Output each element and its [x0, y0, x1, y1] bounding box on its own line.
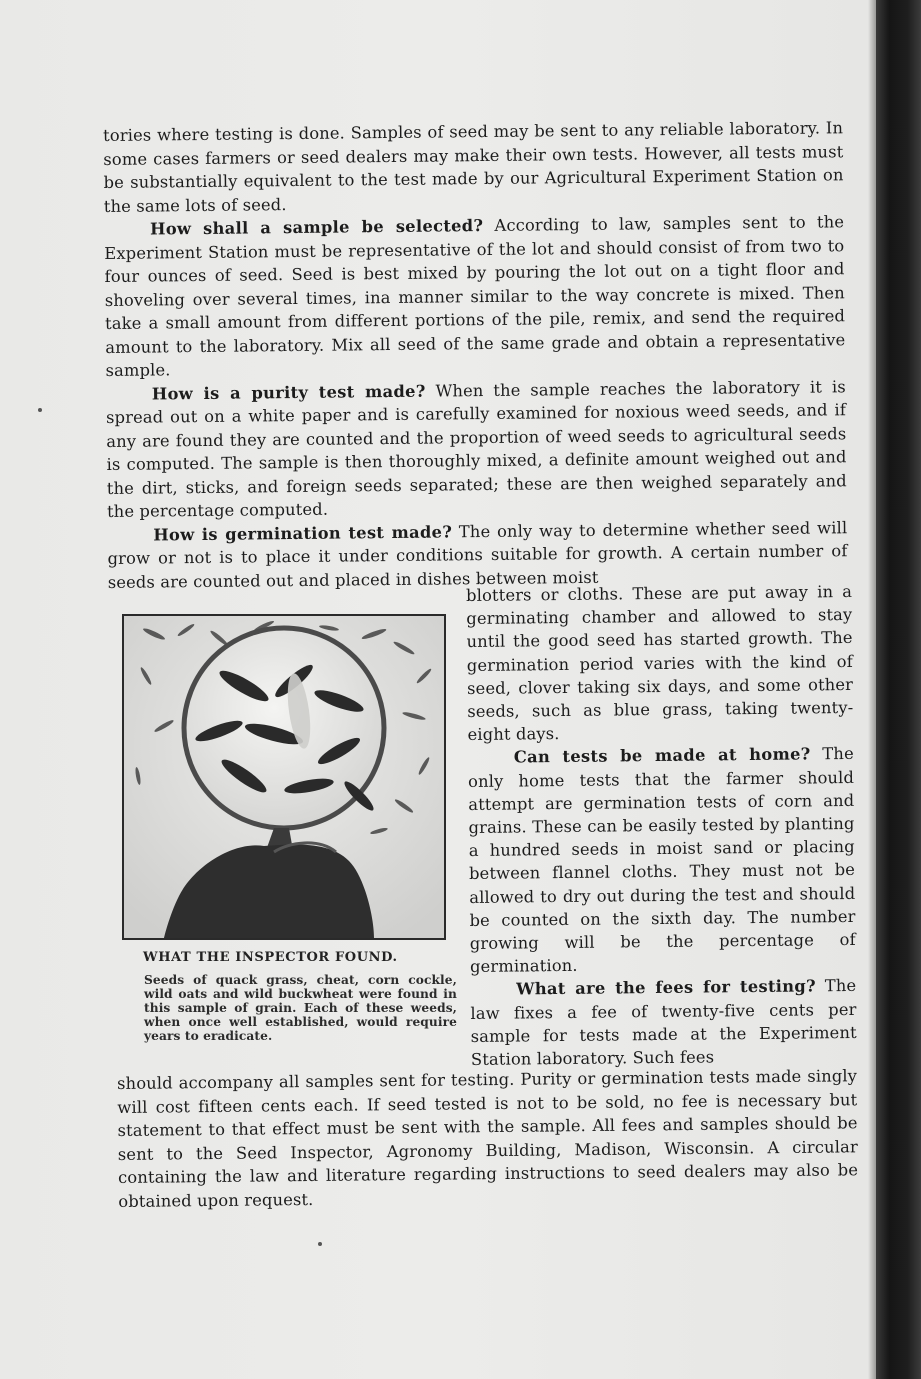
question-heading: Can tests be made at home? [513, 744, 811, 767]
paragraph-sample-selection [104, 210, 846, 382]
paragraph-text: tories where testing is done. Samples of seed may be sent to any reliable laboratory. In some cases farmers or seed dealers may make their own tests. However, all tests must be substantially equivalent to the test made by our Agricultural Experiment Station on the same lots of seed. [103, 118, 844, 216]
paragraph-text: blotters or cloths. These are put away in a germinating chamber and allowed to stay until the good seed has started growth. The germination period varies with the kind of seed, clover taking six days, and some other seeds, such as blue grass, taking twenty-eight days. [466, 581, 854, 745]
paragraph-purity-test [106, 375, 847, 524]
article-body-bottom [117, 1064, 858, 1213]
article-body-top [103, 116, 848, 594]
question-heading: How is germination test made? [153, 521, 453, 544]
article-body-right-column [466, 580, 857, 1071]
question-heading: How shall a sample be selected? [150, 216, 484, 239]
paragraph-home-tests [468, 742, 856, 978]
caption-title: WHAT THE INSPECTOR FOUND. [143, 950, 398, 965]
caption-body: Seeds of quack grass, cheat, corn cockle, wild oats and wild buckwheat were found in this sample of grain. Each of these weeds, when once well established, would require years to eradicate. [144, 973, 457, 1043]
magnifying-glass-seeds-image [124, 616, 444, 938]
paragraph-text: The law fixes a fee of twenty-five cents per sample for tests made at the Experiment Station laboratory. Such fees [470, 976, 857, 1070]
paragraph-text: When the sample reaches the laboratory it is spread out on a white paper and is carefully examined for noxious weed seeds, and if any are found they are counted and the proportion of weed seeds to agricultural seeds is computed. The sample is then thoroughly mixed, a definite amount weighed out and the dirt, sticks, and foreign seeds separated; these are then weighed separately and the percentage computed. [105, 376, 847, 521]
book-spine [876, 0, 921, 1379]
paragraph-text: The only home tests that the farmer should attempt are germination tests of corn and grains. These can be easily tested by planting a hundred seeds in moist sand or placing between flannel cloths. They must not be allowed to dry out during the test and should be counted on the sixth day. The number growing will be the percentage of germination. [467, 744, 856, 977]
paragraph-text: According to law, samples sent to the Experiment Station must be representative of the lot and should consist of from two to four ounces of seed. Seed is best mixed by pouring the lot out on a tight floor and shoveling over several times, ina manner similar to the way concrete is mixed. Then take a small amount from different portions of the pile, remix, and send the required amount to the laboratory. Mix all seed of the same grade and obtain a representative sample. [104, 212, 846, 380]
speck [38, 408, 42, 412]
question-heading: How is a purity test made? [151, 381, 426, 404]
paragraph-text: The only way to determine whether seed will grow or not is to place it under conditions suitable for growth. A certain number of seeds are counted out and placed in dishes between moist [107, 517, 848, 592]
paragraph-fees-continued: should accompany all samples sent for testing. Purity or germination tests made singly will cost fifteen cents each. If seed tested is not to be sold, no fee is necessary but statement to that effect must be sent with the sample. All fees and samples should be sent to the Seed Inspector, Agronomy Building, Madison, Wisconsin. A circular containing the law and literature regarding instructions to seed dealers may also be obtained upon request. [117, 1066, 859, 1211]
page-edge-shadow [868, 0, 876, 1379]
inspector-photo [122, 614, 446, 940]
speck [318, 1242, 322, 1246]
question-heading: What are the fees for testing? [516, 976, 816, 999]
paragraph-fees [470, 974, 857, 1071]
paragraph-germination-continued [466, 580, 854, 746]
paragraph-1 [103, 116, 844, 218]
figure-caption [131, 950, 457, 1043]
